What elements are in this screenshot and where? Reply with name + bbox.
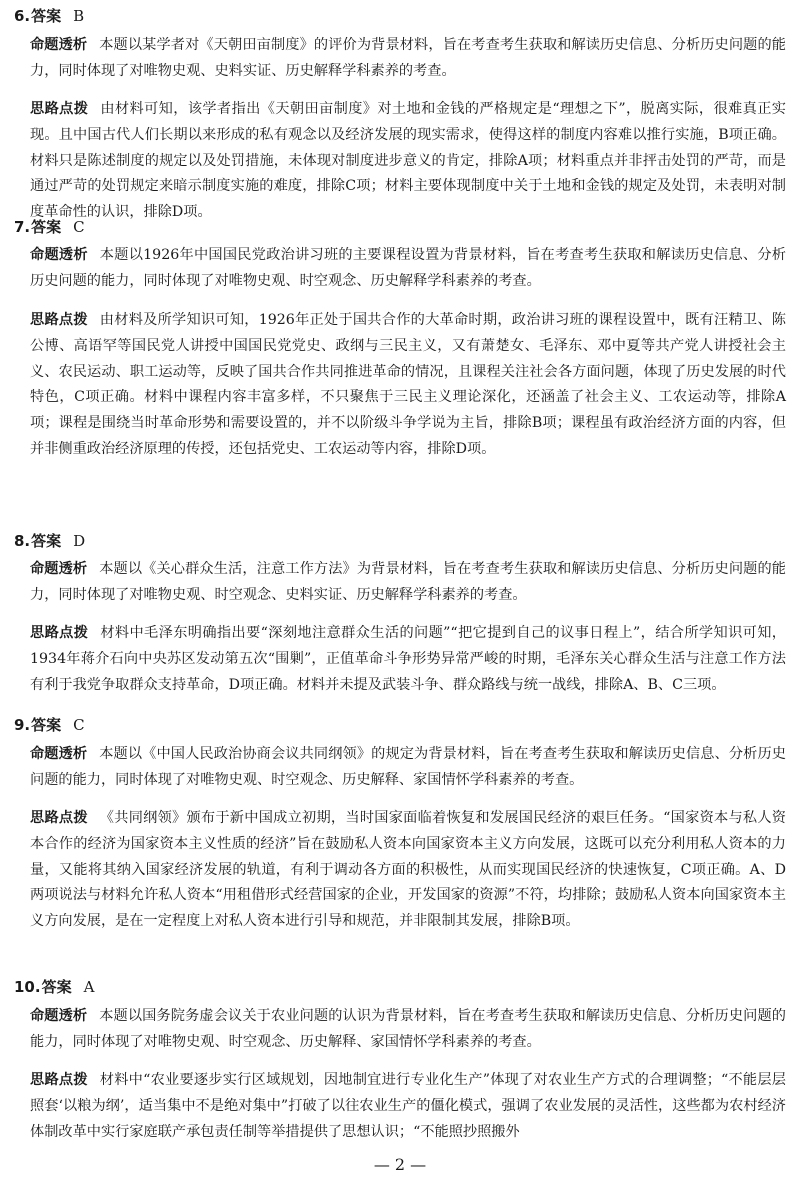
- hint-label: 思路点拨: [30, 810, 88, 826]
- question-9-analysis: [30, 742, 786, 794]
- question-10-analysis: [30, 1004, 786, 1056]
- question-9-header: [14, 713, 85, 737]
- question-6-header: [14, 4, 84, 28]
- answer-letter: C: [73, 218, 85, 236]
- question-6-hint: [30, 97, 786, 226]
- answer-letter: A: [83, 978, 95, 996]
- analysis-text: 本题以《关心群众生活，注意工作方法》为背景材料，旨在考查考生获取和解读历史信息、分析历史问题的能力，同时体现了对唯物史观、时空观念、史料实证、历史解释学科素养的考查。: [30, 561, 786, 603]
- question-8-analysis: [30, 557, 786, 609]
- analysis-text: 本题以某学者对《天朝田亩制度》的评价为背景材料，旨在考查考生获取和解读历史信息、分析历史问题的能力，同时体现了对唯物史观、史料实证、历史解释学科素养的考查。: [30, 37, 786, 79]
- hint-text: 由材料可知，该学者指出《天朝田亩制度》对土地和金钱的严格规定是“理想之下”，脱离实际，很难真正实现。且中国古代人们长期以来形成的私有观念以及经济发展的现实需求，使得这样的制度内容难以推行实施，B项正确。材料只是陈述制度的规定以及处罚措施，未体现对制度进步意义的肯定，排除A项；材料重点并非抨击处罚的严苛，而是通过严苛的处罚规定来暗示制度实施的难度，排除C项；材料主要体现制度中关于土地和金钱的规定及处罚，未表明对制度革命性的认识，排除D项。: [30, 101, 786, 221]
- answer-letter: B: [73, 7, 85, 25]
- answer-label: 答案: [31, 532, 62, 550]
- question-7-analysis: [30, 243, 786, 295]
- analysis-text: 本题以《中国人民政治协商会议共同纲领》的规定为背景材料，旨在考查考生获取和解读历史信息、分析历史问题的能力，同时体现了对唯物史观、时空观念、历史解释、家国情怀学科素养的考查。: [30, 746, 786, 788]
- analysis-text: 本题以国务院务虚会议关于农业问题的认识为背景材料，旨在考查考生获取和解读历史信息、分析历史问题的能力，同时体现了对唯物史观、时空观念、历史解释、家国情怀学科素养的考查。: [30, 1008, 786, 1050]
- answer-letter: D: [73, 532, 86, 550]
- question-number: 7.: [14, 218, 31, 236]
- question-7-hint: [30, 308, 786, 463]
- question-10-hint: [30, 1068, 786, 1145]
- hint-text: 由材料及所学知识可知，1926年正处于国共合作的大革命时期，政治讲习班的课程设置中，既有汪精卫、陈公博、高语罕等国民党人讲授中国国民党党史、政纲与三民主义，又有萧楚女、毛泽东、邓中夏等共产党人讲授社会主义、农民运动、职工运动等，反映了国共合作共同推进革命的情况，且课程关注社会各方面问题，体现了历史发展的时代特色，C项正确。材料中课程内容丰富多样，不只聚焦于三民主义理论深化，还涵盖了社会主义、工农运动等，排除A项；课程是围绕当时革命形势和需要设置的，并不以阶级斗争学说为主旨，排除B项；课程虽有政治经济方面的内容，但并非侧重政治经济原理的传授，还包括党史、工农运动等内容，排除D项。: [30, 312, 786, 457]
- question-6-analysis: [30, 33, 786, 85]
- question-7-header: [14, 215, 85, 239]
- answer-label: 答案: [31, 7, 62, 25]
- analysis-label: 命题透析: [30, 247, 88, 263]
- analysis-label: 命题透析: [30, 1008, 88, 1024]
- question-number: 6.: [14, 7, 31, 25]
- hint-label: 思路点拨: [30, 625, 89, 641]
- answer-label: 答案: [31, 218, 62, 236]
- answer-label: 答案: [31, 716, 62, 734]
- answer-letter: C: [73, 716, 85, 734]
- answer-label: 答案: [41, 978, 72, 996]
- hint-text: 《共同纲领》颁布于新中国成立初期，当时国家面临着恢复和发展国民经济的艰巨任务。“国家资本与私人资本合作的经济为国家资本主义性质的经济”旨在鼓励私人资本向国家资本主义方向发展，这既可以充分利用私人资本的力量，又能将其纳入国家经济发展的轨道，有利于调动各方面的积极性，从而实现国民经济的快速恢复，C项正确。A、D两项说法与材料允许私人资本“用租借形式经营国家的企业，开发国家的资源”不符，均排除；鼓励私人资本向国家资本主义方向发展，是在一定程度上对私人资本进行引导和规范，并非限制其发展，排除B项。: [30, 810, 786, 930]
- hint-label: 思路点拨: [30, 312, 88, 328]
- analysis-label: 命题透析: [30, 746, 88, 762]
- analysis-text: 本题以1926年中国国民党政治讲习班的主要课程设置为背景材料，旨在考查考生获取和解读历史信息、分析历史问题的能力，同时体现了对唯物史观、时空观念、历史解释学科素养的考查。: [30, 247, 786, 289]
- hint-label: 思路点拨: [30, 1072, 88, 1088]
- hint-text: 材料中“农业要逐步实行区域规划，因地制宜进行专业化生产”体现了对农业生产方式的合理调整；“不能层层照套‘以粮为纲’，适当集中不是绝对集中”打破了以往农业生产的僵化模式，强调了农业发展的灵活性，这些都为农村经济体制改革中实行家庭联产承包责任制等举措提供了思想认识；“不能照抄照搬外: [30, 1072, 786, 1140]
- page-number: — 2 —: [373, 1155, 427, 1174]
- question-number: 9.: [14, 716, 31, 734]
- question-8-hint: [30, 621, 786, 698]
- question-number: 10.: [14, 978, 41, 996]
- question-number: 8.: [14, 532, 31, 550]
- hint-text: 材料中毛泽东明确指出要“深刻地注意群众生活的问题”“把它提到自己的议事日程上”，结合所学知识可知，1934年蒋介石向中央苏区发动第五次“围剿”，正值革命斗争形势异常严峻的时期，毛泽东关心群众生活与注意工作方法有利于我党争取群众支持革命，D项正确。材料并未提及武装斗争、群众路线与统一战线，排除A、B、C三项。: [30, 625, 786, 693]
- analysis-label: 命题透析: [30, 561, 88, 577]
- question-10-header: [14, 975, 94, 999]
- analysis-label: 命题透析: [30, 37, 88, 53]
- question-8-header: [14, 529, 85, 553]
- hint-label: 思路点拨: [30, 101, 89, 117]
- question-9-hint: [30, 806, 786, 935]
